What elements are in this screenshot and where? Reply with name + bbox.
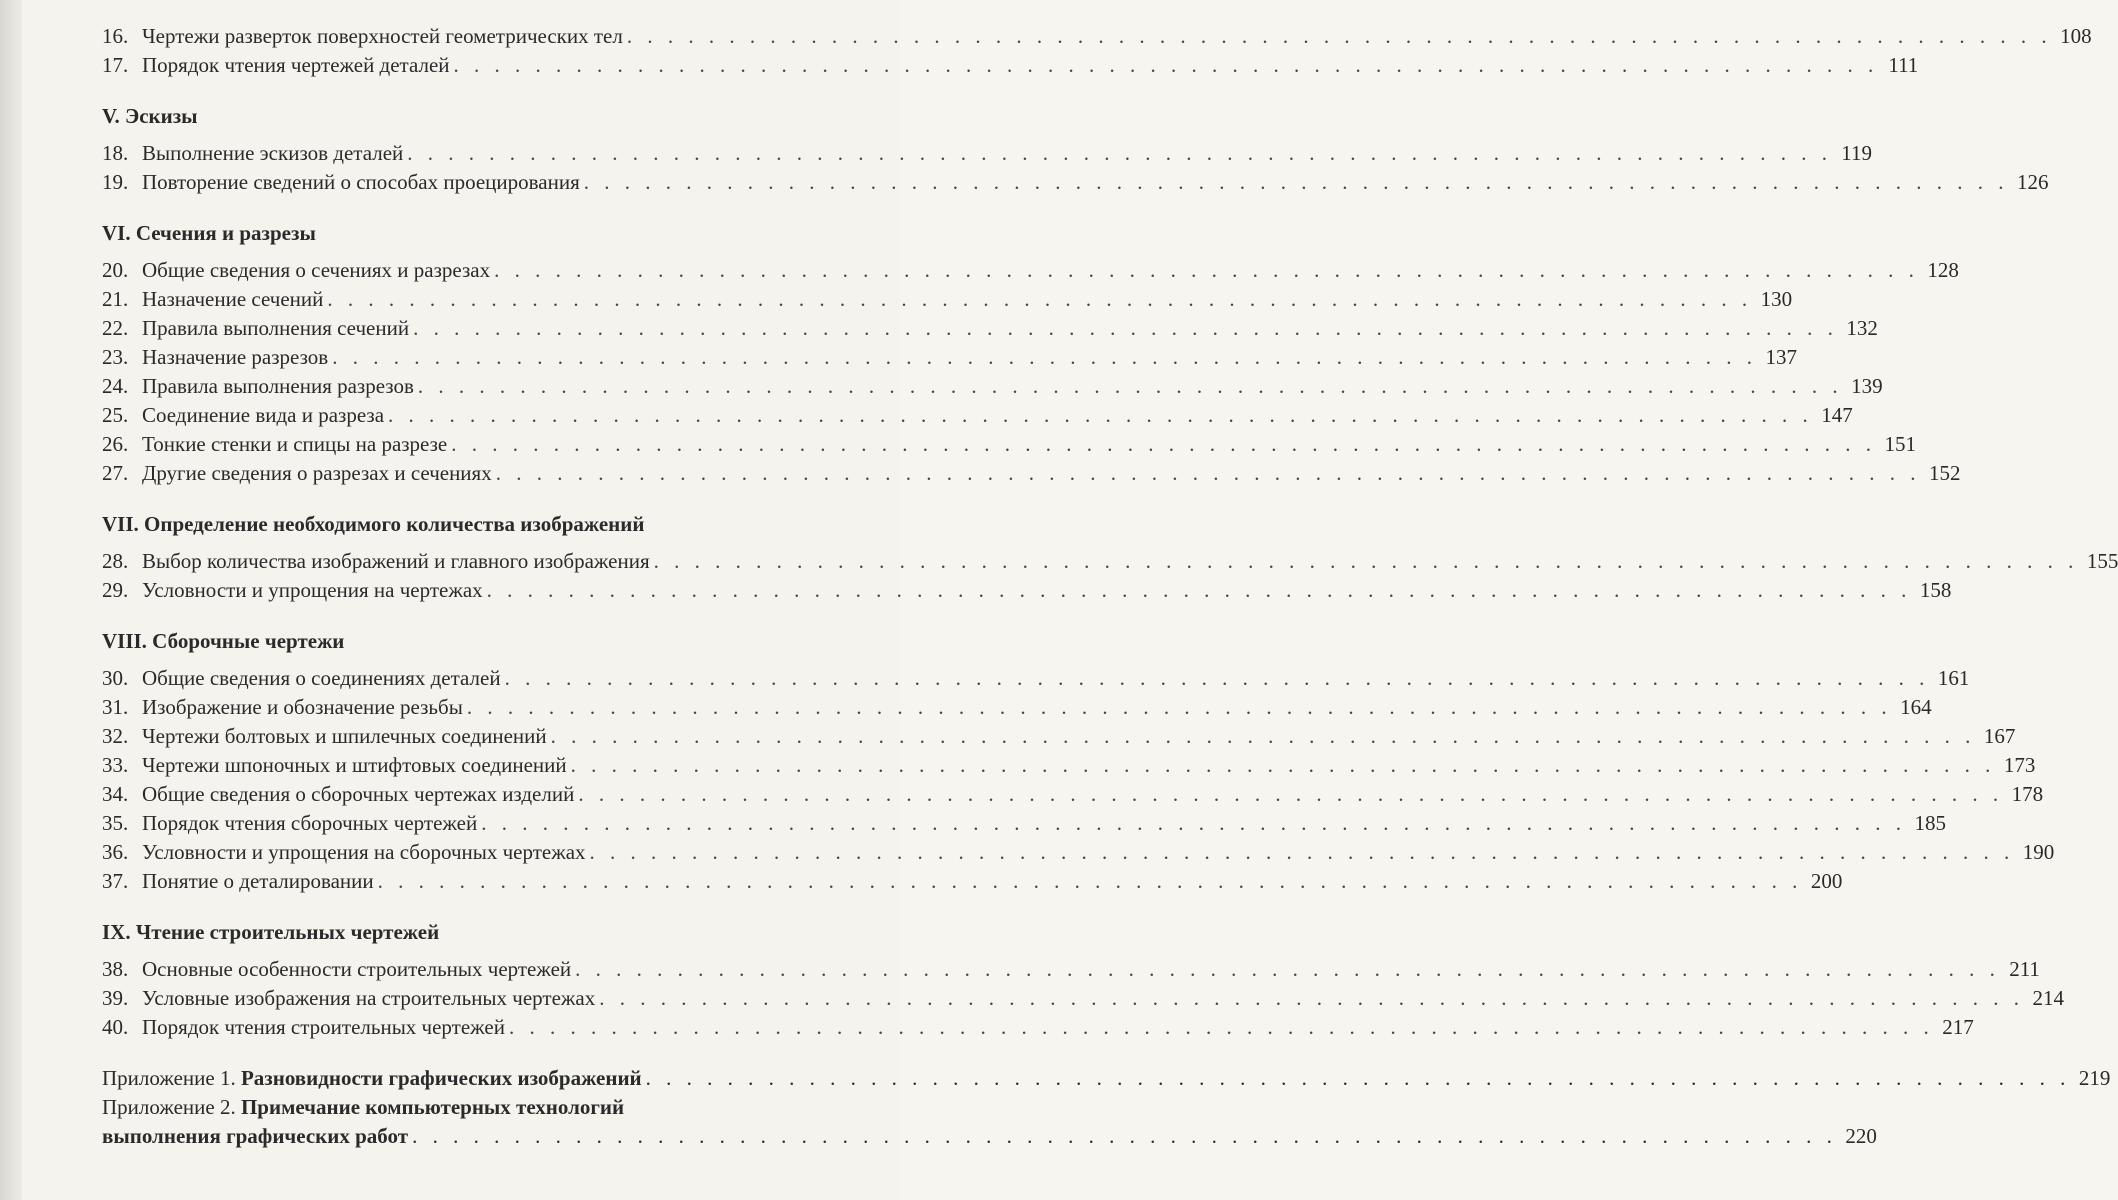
toc-entry[interactable]	[102, 809, 1946, 838]
dot-leader: . . . . . . . . . . . . . . . . . . . . . . . . . . . . . . . . . . . . . . . . . . . . . . . . . . . . . . . . . . . . . . . . . . . . . .	[466, 695, 1892, 719]
entry-number: 35.	[102, 811, 129, 835]
dot-leader: . . . . . . . . . . . . . . . . . . . . . . . . . . . . . . . . . . . . . . . . . . . . . . . . . . . . . . . . . . . . . . . . . . . . . .	[486, 578, 1912, 602]
dot-leader: . . . . . . . . . . . . . . . . . . . . . . . . . . . . . . . . . . . . . . . . . . . . . . . . . . . . . . . . . . . . . . . . . . . . . .	[494, 258, 1919, 282]
entry-title: Порядок чтения строительных чертежей	[142, 1015, 505, 1039]
section-heading: VII. Определение необходимого количества изображений	[102, 512, 645, 536]
dot-leader: . . . . . . . . . . . . . . . . . . . . . . . . . . . . . . . . . . . . . . . . . . . . . . . . . . . . . . . . . . . . . . . . . . . . . .	[570, 753, 1996, 777]
dot-leader: . . . . . . . . . . . . . . . . . . . . . . . . . . . . . . . . . . . . . . . . . . . . . . . . . . . . . . . . . . . . . . . . . . . . . .	[504, 666, 1930, 690]
entry-title: Чертежи разверток поверхностей геометрических тел	[142, 24, 623, 48]
entry-title: Назначение разрезов	[142, 345, 329, 369]
toc-entry[interactable]	[102, 401, 1853, 430]
entry-title: Выбор количества изображений и главного изображения	[142, 549, 650, 573]
entry-title: Условности и упрощения на сборочных чертежах	[142, 840, 586, 864]
dot-leader: . . . . . . . . . . . . . . . . . . . . . . . . . . . . . . . . . . . . . . . . . . . . . . . . . . . . . . . . . . . . . . . . . . . . . .	[451, 432, 1876, 456]
toc-entry[interactable]	[102, 664, 1970, 693]
toc-entry[interactable]	[102, 955, 2040, 984]
toc-entry[interactable]	[102, 343, 1797, 372]
entry-number: 18.	[102, 141, 129, 165]
entry-page: 217	[1942, 1015, 1974, 1039]
dot-leader: . . . . . . . . . . . . . . . . . . . . . . . . . . . . . . . . . . . . . . . . . . . . . . . . . . . . . . . . . . . . . . . . . . . . . .	[583, 170, 2009, 194]
entry-page: 214	[2032, 986, 2064, 1010]
dot-leader: . . . . . . . . . . . . . . . . . . . . . . . . . . . . . . . . . . . . . . . . . . . . . . . . . . . . . . . . . . . . . . . . . . . . . .	[327, 287, 1753, 311]
entry-page: 155	[2086, 549, 2118, 573]
dot-leader: . . . . . . . . . . . . . . . . . . . . . . . . . . . . . . . . . . . . . . . . . . . . . . . . . . . . . . . . . . . . . . . . . . . . . .	[481, 811, 1906, 835]
entry-title: Условные изображения на строительных чертежах	[142, 986, 596, 1010]
entry-title: Порядок чтения чертежей деталей	[142, 53, 450, 77]
dot-leader: . . . . . . . . . . . . . . . . . . . . . . . . . . . . . . . . . . . . . . . . . . . . . . . . . . . . . . . . . . . . . . . . . . . . . .	[417, 374, 1843, 398]
entry-title: Чертежи шпоночных и штифтовых соединений	[142, 753, 567, 777]
entry-number: 16.	[102, 24, 129, 48]
entry-number: 19.	[102, 170, 129, 194]
entry-title: Правила выполнения сечений	[142, 316, 410, 340]
appendix-1[interactable]	[102, 1064, 2111, 1093]
entry-title: Общие сведения о сборочных чертежах изделий	[142, 782, 575, 806]
entry-page: 111	[1888, 53, 1919, 77]
entry-title: Понятие о деталировании	[142, 869, 374, 893]
entry-number: 40.	[102, 1015, 129, 1039]
entry-page: 185	[1914, 811, 1946, 835]
entry-title: Изображение и обозначение резьбы	[142, 695, 463, 719]
toc-entry[interactable]	[102, 751, 2036, 780]
entry-page: 173	[2003, 753, 2036, 777]
toc-entry[interactable]	[102, 1013, 1974, 1042]
entry-page: 139	[1851, 374, 1883, 398]
dot-leader: . . . . . . . . . . . . . . . . . . . . . . . . . . . . . . . . . . . . . . . . . . . . . . . . . . . . . . . . . . . . . . . . . . . . . .	[599, 986, 2024, 1010]
toc-entry[interactable]	[102, 722, 2016, 751]
entry-page: 130	[1760, 287, 1793, 311]
dot-leader: . . . . . . . . . . . . . . . . . . . . . . . . . . . . . . . . . . . . . . . . . . . . . . . . . . . . . . . . . . . . . . . . . . . . . .	[407, 141, 1833, 165]
entry-number: 36.	[102, 840, 129, 864]
appendix-name: выполнения графических работ	[102, 1124, 409, 1148]
entry-page: 128	[1927, 258, 1959, 282]
entry-page: 137	[1765, 345, 1797, 369]
section-heading: VI. Сечения и разрезы	[102, 221, 316, 245]
entry-number: 33.	[102, 753, 129, 777]
entry-title: Порядок чтения сборочных чертежей	[142, 811, 478, 835]
dot-leader: . . . . . . . . . . . . . . . . . . . . . . . . . . . . . . . . . . . . . . . . . . . . . . . . . . . . . . . . . . . . . . . . . . . . . .	[413, 316, 1838, 340]
dot-leader: . . . . . . . . . . . . . . . . . . . . . . . . . . . . . . . . . . . . . . . . . . . . . . . . . . . . . . . . . . . . . . . . . . . . . .	[377, 869, 1803, 893]
appendix-title	[102, 1093, 624, 1122]
entry-page: 161	[1937, 666, 1970, 690]
entry-title: Правила выполнения разрезов	[142, 374, 414, 398]
entry-title: Выполнение эскизов деталей	[142, 141, 404, 165]
entry-number: 31.	[102, 695, 129, 719]
dot-leader: . . . . . . . . . . . . . . . . . . . . . . . . . . . . . . . . . . . . . . . . . . . . . . . . . . . . . . . . . . . . . . . . . . . . . .	[645, 1066, 2071, 1090]
entry-title: Общие сведения о соединениях деталей	[142, 666, 501, 690]
entry-number: 22.	[102, 316, 129, 340]
book-spine-shadow	[0, 0, 22, 1200]
toc-entry[interactable]	[102, 984, 2064, 1013]
dot-leader: . . . . . . . . . . . . . . . . . . . . . . . . . . . . . . . . . . . . . . . . . . . . . . . . . . . . . . . . . . . . . . . . . . . . . .	[626, 24, 2052, 48]
toc-entry[interactable]	[102, 314, 1878, 343]
toc-entry[interactable]	[102, 22, 2092, 51]
appendix-prefix: Приложение 2.	[102, 1095, 236, 1119]
entry-page: 108	[2060, 24, 2092, 48]
entry-page: 220	[1845, 1124, 1877, 1148]
toc-entry[interactable]	[102, 838, 2055, 867]
entry-page: 164	[1900, 695, 1932, 719]
entry-title: Тонкие стенки и спицы на разрезе	[142, 432, 448, 456]
toc-entry[interactable]	[102, 168, 2049, 197]
dot-leader: . . . . . . . . . . . . . . . . . . . . . . . . . . . . . . . . . . . . . . . . . . . . . . . . . . . . . . . . . . . . . . . . . . . . . .	[653, 549, 2079, 573]
toc-entry[interactable]	[102, 372, 1883, 401]
entry-number: 28.	[102, 549, 129, 573]
entry-number: 39.	[102, 986, 129, 1010]
entry-page: 219	[2078, 1066, 2111, 1090]
section-heading: VIII. Сборочные чертежи	[102, 629, 345, 653]
dot-leader: . . . . . . . . . . . . . . . . . . . . . . . . . . . . . . . . . . . . . . . . . . . . . . . . . . . . . . . . . . . . . . . . . . . . . .	[508, 1015, 1934, 1039]
entry-number: 21.	[102, 287, 129, 311]
dot-leader: . . . . . . . . . . . . . . . . . . . . . . . . . . . . . . . . . . . . . . . . . . . . . . . . . . . . . . . . . . . . . . . . . . . . . .	[550, 724, 1976, 748]
entry-page: 158	[1919, 578, 1952, 602]
toc-entry[interactable]	[102, 285, 1793, 314]
entry-page: 147	[1821, 403, 1853, 427]
entry-number: 17.	[102, 53, 129, 77]
entry-number: 29.	[102, 578, 129, 602]
entry-number: 30.	[102, 666, 129, 690]
appendix-name: Примечание компьютерных технологий	[240, 1095, 625, 1119]
dot-leader: . . . . . . . . . . . . . . . . . . . . . . . . . . . . . . . . . . . . . . . . . . . . . . . . . . . . . . . . . . . . . . . . . . . . . .	[495, 461, 1921, 485]
entry-title: Чертежи болтовых и шпилечных соединений	[142, 724, 547, 748]
entry-title: Другие сведения о разрезах и сечениях	[142, 461, 492, 485]
toc-entry[interactable]	[102, 139, 1873, 168]
entry-number: 24.	[102, 374, 129, 398]
entry-page: 151	[1884, 432, 1916, 456]
appendix-2-continued[interactable]	[102, 1122, 1877, 1151]
table-of-contents	[102, 22, 2118, 1151]
dot-leader: . . . . . . . . . . . . . . . . . . . . . . . . . . . . . . . . . . . . . . . . . . . . . . . . . . . . . . . . . . . . . . . . . . . . . .	[388, 403, 1813, 427]
section-heading: IX. Чтение строительных чертежей	[102, 920, 440, 944]
appendix-title	[102, 1122, 408, 1151]
toc-entry[interactable]	[102, 576, 1952, 605]
entry-title: Соединение вида и разреза	[142, 403, 385, 427]
entry-title: Общие сведения о сечениях и разрезах	[142, 258, 491, 282]
dot-leader: . . . . . . . . . . . . . . . . . . . . . . . . . . . . . . . . . . . . . . . . . . . . . . . . . . . . . . . . . . . . . . . . . . . . . .	[412, 1124, 1837, 1148]
toc-entry[interactable]	[102, 51, 1919, 80]
entry-number: 23.	[102, 345, 129, 369]
entry-page: 178	[2011, 782, 2044, 806]
toc-group-continuation	[102, 22, 2092, 80]
appendix-name: Разновидности графических изображений	[240, 1066, 642, 1090]
dot-leader: . . . . . . . . . . . . . . . . . . . . . . . . . . . . . . . . . . . . . . . . . . . . . . . . . . . . . . . . . . . . . . . . . . . . . .	[332, 345, 1757, 369]
toc-entry[interactable]	[102, 459, 1961, 488]
entry-title: Назначение сечений	[142, 287, 324, 311]
entry-number: 38.	[102, 957, 129, 981]
entry-number: 32.	[102, 724, 129, 748]
entry-number: 37.	[102, 869, 129, 893]
appendix-block	[102, 1064, 2111, 1151]
entry-page: 119	[1841, 141, 1873, 165]
entry-page: 211	[2009, 957, 2040, 981]
entry-page: 132	[1846, 316, 1878, 340]
entry-page: 152	[1928, 461, 1961, 485]
appendix-title	[102, 1064, 642, 1093]
section-heading: V. Эскизы	[102, 104, 198, 128]
toc-entry[interactable]	[102, 867, 1843, 896]
entry-page: 126	[2017, 170, 2049, 194]
entry-number: 26.	[102, 432, 129, 456]
entry-number: 34.	[102, 782, 129, 806]
appendix-prefix: Приложение 1.	[102, 1066, 236, 1090]
toc-entry[interactable]	[102, 430, 1916, 459]
entry-number: 27.	[102, 461, 129, 485]
toc-entry[interactable]	[102, 693, 1932, 722]
appendix-2[interactable]	[102, 1093, 850, 1122]
toc-entry[interactable]	[102, 780, 2044, 809]
dot-leader: . . . . . . . . . . . . . . . . . . . . . . . . . . . . . . . . . . . . . . . . . . . . . . . . . . . . . . . . . . . . . . . . . . . . . .	[453, 53, 1879, 77]
entry-page: 190	[2022, 840, 2055, 864]
entry-title: Условности и упрощения на чертежах	[142, 578, 483, 602]
dot-leader: . . . . . . . . . . . . . . . . . . . . . . . . . . . . . . . . . . . . . . . . . . . . . . . . . . . . . . . . . . . . . . . . . . . . . .	[578, 782, 2004, 806]
toc-entry[interactable]	[102, 256, 1959, 285]
toc-entry[interactable]	[102, 547, 2118, 576]
entry-number: 25.	[102, 403, 129, 427]
entry-title: Основные особенности строительных чертежей	[142, 957, 572, 981]
entry-page: 167	[1983, 724, 2016, 748]
entry-title: Повторение сведений о способах проецирования	[142, 170, 580, 194]
entry-number: 20.	[102, 258, 129, 282]
dot-leader: . . . . . . . . . . . . . . . . . . . . . . . . . . . . . . . . . . . . . . . . . . . . . . . . . . . . . . . . . . . . . . . . . . . . . .	[575, 957, 2000, 981]
dot-leader: . . . . . . . . . . . . . . . . . . . . . . . . . . . . . . . . . . . . . . . . . . . . . . . . . . . . . . . . . . . . . . . . . . . . . .	[589, 840, 2015, 864]
entry-page: 200	[1810, 869, 1843, 893]
